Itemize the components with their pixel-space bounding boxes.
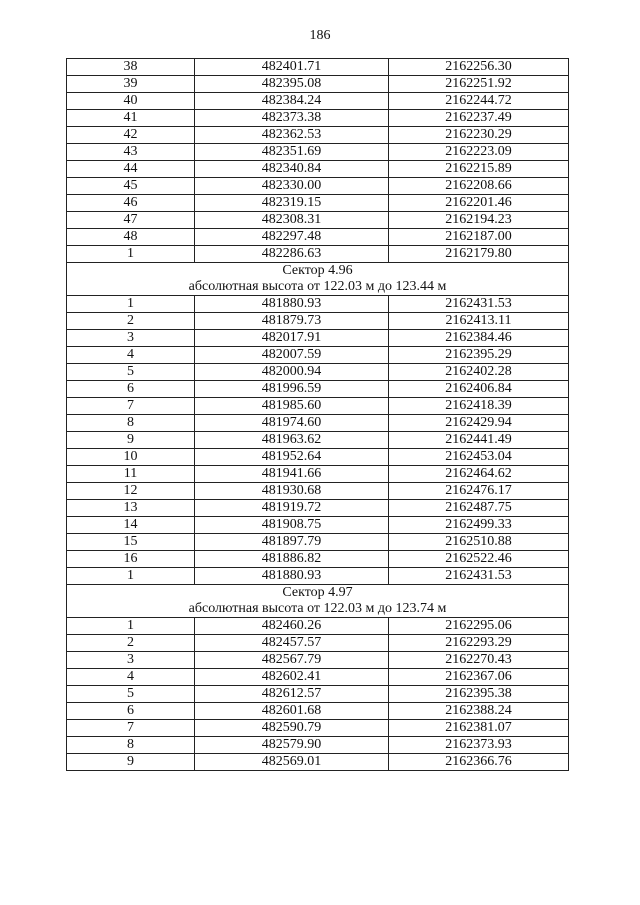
point-number-cell: 38 xyxy=(67,59,195,76)
x-coordinate-cell: 482340.84 xyxy=(195,161,389,178)
table-row xyxy=(67,296,569,313)
y-coordinate-cell: 2162366.76 xyxy=(389,754,569,771)
page-number: 186 xyxy=(309,28,331,43)
point-number-cell: 9 xyxy=(67,754,195,771)
y-coordinate-cell: 2162237.49 xyxy=(389,110,569,127)
x-coordinate-cell: 482590.79 xyxy=(195,720,389,737)
table-row xyxy=(67,415,569,432)
table-row xyxy=(67,229,569,246)
table-row xyxy=(67,330,569,347)
x-coordinate-cell: 482395.08 xyxy=(195,76,389,93)
table-row xyxy=(67,618,569,635)
point-number-cell: 9 xyxy=(67,432,195,449)
y-coordinate-cell: 2162464.62 xyxy=(389,466,569,483)
point-number-cell: 6 xyxy=(67,703,195,720)
y-coordinate-cell: 2162510.88 xyxy=(389,534,569,551)
section-title: Сектор 4.97 xyxy=(282,585,353,600)
point-number-cell: 3 xyxy=(67,330,195,347)
table-row xyxy=(67,652,569,669)
y-coordinate-cell: 2162522.46 xyxy=(389,551,569,568)
y-coordinate-cell: 2162256.30 xyxy=(389,59,569,76)
y-coordinate-cell: 2162418.39 xyxy=(389,398,569,415)
x-coordinate-cell: 482297.48 xyxy=(195,229,389,246)
point-number-cell: 44 xyxy=(67,161,195,178)
x-coordinate-cell: 481974.60 xyxy=(195,415,389,432)
x-coordinate-cell: 482017.91 xyxy=(195,330,389,347)
table-row xyxy=(67,246,569,263)
y-coordinate-cell: 2162395.29 xyxy=(389,347,569,364)
point-number-cell: 14 xyxy=(67,517,195,534)
table-row xyxy=(67,432,569,449)
table-row xyxy=(67,59,569,76)
point-number-cell: 8 xyxy=(67,737,195,754)
y-coordinate-cell: 2162406.84 xyxy=(389,381,569,398)
point-number-cell: 11 xyxy=(67,466,195,483)
point-number-cell: 6 xyxy=(67,381,195,398)
point-number-cell: 43 xyxy=(67,144,195,161)
y-coordinate-cell: 2162431.53 xyxy=(389,296,569,313)
section-subtitle: абсолютная высота от 122.03 м до 123.44 м xyxy=(188,279,447,294)
table-row xyxy=(67,161,569,178)
table-row xyxy=(67,449,569,466)
x-coordinate-cell: 482319.15 xyxy=(195,195,389,212)
x-coordinate-cell: 482351.69 xyxy=(195,144,389,161)
x-coordinate-cell: 482330.00 xyxy=(195,178,389,195)
x-coordinate-cell: 482601.68 xyxy=(195,703,389,720)
point-number-cell: 46 xyxy=(67,195,195,212)
x-coordinate-cell: 481919.72 xyxy=(195,500,389,517)
table-row xyxy=(67,381,569,398)
point-number-cell: 48 xyxy=(67,229,195,246)
x-coordinate-cell: 482286.63 xyxy=(195,246,389,263)
table-row xyxy=(67,466,569,483)
y-coordinate-cell: 2162244.72 xyxy=(389,93,569,110)
y-coordinate-cell: 2162453.04 xyxy=(389,449,569,466)
point-number-cell: 47 xyxy=(67,212,195,229)
table-row xyxy=(67,551,569,568)
x-coordinate-cell: 481996.59 xyxy=(195,381,389,398)
y-coordinate-cell: 2162215.89 xyxy=(389,161,569,178)
section-header-row xyxy=(67,585,569,618)
x-coordinate-cell: 482401.71 xyxy=(195,59,389,76)
x-coordinate-cell: 482579.90 xyxy=(195,737,389,754)
table-row xyxy=(67,144,569,161)
table-row xyxy=(67,195,569,212)
table-row xyxy=(67,483,569,500)
x-coordinate-cell: 482567.79 xyxy=(195,652,389,669)
x-coordinate-cell: 482460.26 xyxy=(195,618,389,635)
section-header xyxy=(67,585,569,618)
y-coordinate-cell: 2162230.29 xyxy=(389,127,569,144)
table-row xyxy=(67,754,569,771)
x-coordinate-cell: 481879.73 xyxy=(195,313,389,330)
y-coordinate-cell: 2162179.80 xyxy=(389,246,569,263)
y-coordinate-cell: 2162431.53 xyxy=(389,568,569,585)
y-coordinate-cell: 2162381.07 xyxy=(389,720,569,737)
point-number-cell: 45 xyxy=(67,178,195,195)
table-row xyxy=(67,110,569,127)
section-subtitle: абсолютная высота от 122.03 м до 123.74 м xyxy=(188,601,447,616)
table-row xyxy=(67,398,569,415)
y-coordinate-cell: 2162384.46 xyxy=(389,330,569,347)
point-number-cell: 2 xyxy=(67,313,195,330)
table-row xyxy=(67,517,569,534)
y-coordinate-cell: 2162293.29 xyxy=(389,635,569,652)
x-coordinate-cell: 481886.82 xyxy=(195,551,389,568)
x-coordinate-cell: 482000.94 xyxy=(195,364,389,381)
y-coordinate-cell: 2162413.11 xyxy=(389,313,569,330)
point-number-cell: 41 xyxy=(67,110,195,127)
table-row xyxy=(67,720,569,737)
point-number-cell: 8 xyxy=(67,415,195,432)
y-coordinate-cell: 2162487.75 xyxy=(389,500,569,517)
x-coordinate-cell: 482457.57 xyxy=(195,635,389,652)
x-coordinate-cell: 481908.75 xyxy=(195,517,389,534)
point-number-cell: 2 xyxy=(67,635,195,652)
point-number-cell: 13 xyxy=(67,500,195,517)
point-number-cell: 1 xyxy=(67,246,195,263)
point-number-cell: 4 xyxy=(67,669,195,686)
point-number-cell: 4 xyxy=(67,347,195,364)
x-coordinate-cell: 482602.41 xyxy=(195,669,389,686)
y-coordinate-cell: 2162429.94 xyxy=(389,415,569,432)
x-coordinate-cell: 481880.93 xyxy=(195,296,389,313)
point-number-cell: 39 xyxy=(67,76,195,93)
table-row xyxy=(67,686,569,703)
point-number-cell: 7 xyxy=(67,720,195,737)
x-coordinate-cell: 481880.93 xyxy=(195,568,389,585)
x-coordinate-cell: 481963.62 xyxy=(195,432,389,449)
y-coordinate-cell: 2162499.33 xyxy=(389,517,569,534)
point-number-cell: 12 xyxy=(67,483,195,500)
table-row xyxy=(67,178,569,195)
table-row xyxy=(67,76,569,93)
y-coordinate-cell: 2162395.38 xyxy=(389,686,569,703)
y-coordinate-cell: 2162194.23 xyxy=(389,212,569,229)
table-row xyxy=(67,737,569,754)
table-row xyxy=(67,568,569,585)
y-coordinate-cell: 2162208.66 xyxy=(389,178,569,195)
point-number-cell: 7 xyxy=(67,398,195,415)
point-number-cell: 1 xyxy=(67,618,195,635)
coordinates-table-body xyxy=(67,59,569,771)
section-header xyxy=(67,263,569,296)
point-number-cell: 42 xyxy=(67,127,195,144)
coordinates-table xyxy=(66,58,569,771)
y-coordinate-cell: 2162373.93 xyxy=(389,737,569,754)
table-row xyxy=(67,635,569,652)
table-row xyxy=(67,703,569,720)
x-coordinate-cell: 481985.60 xyxy=(195,398,389,415)
point-number-cell: 40 xyxy=(67,93,195,110)
point-number-cell: 1 xyxy=(67,296,195,313)
point-number-cell: 10 xyxy=(67,449,195,466)
table-row xyxy=(67,364,569,381)
table-row xyxy=(67,500,569,517)
point-number-cell: 5 xyxy=(67,364,195,381)
y-coordinate-cell: 2162402.28 xyxy=(389,364,569,381)
y-coordinate-cell: 2162367.06 xyxy=(389,669,569,686)
point-number-cell: 16 xyxy=(67,551,195,568)
y-coordinate-cell: 2162441.49 xyxy=(389,432,569,449)
x-coordinate-cell: 481941.66 xyxy=(195,466,389,483)
x-coordinate-cell: 482569.01 xyxy=(195,754,389,771)
x-coordinate-cell: 482007.59 xyxy=(195,347,389,364)
point-number-cell: 5 xyxy=(67,686,195,703)
table-row xyxy=(67,534,569,551)
table-row xyxy=(67,669,569,686)
table-row xyxy=(67,127,569,144)
y-coordinate-cell: 2162251.92 xyxy=(389,76,569,93)
y-coordinate-cell: 2162187.00 xyxy=(389,229,569,246)
y-coordinate-cell: 2162223.09 xyxy=(389,144,569,161)
x-coordinate-cell: 482612.57 xyxy=(195,686,389,703)
table-row xyxy=(67,93,569,110)
section-title: Сектор 4.96 xyxy=(282,263,353,278)
y-coordinate-cell: 2162201.46 xyxy=(389,195,569,212)
table-row xyxy=(67,212,569,229)
x-coordinate-cell: 481930.68 xyxy=(195,483,389,500)
y-coordinate-cell: 2162295.06 xyxy=(389,618,569,635)
x-coordinate-cell: 482373.38 xyxy=(195,110,389,127)
y-coordinate-cell: 2162270.43 xyxy=(389,652,569,669)
x-coordinate-cell: 482384.24 xyxy=(195,93,389,110)
point-number-cell: 15 xyxy=(67,534,195,551)
y-coordinate-cell: 2162388.24 xyxy=(389,703,569,720)
table-row xyxy=(67,347,569,364)
point-number-cell: 3 xyxy=(67,652,195,669)
x-coordinate-cell: 481897.79 xyxy=(195,534,389,551)
section-header-row xyxy=(67,263,569,296)
y-coordinate-cell: 2162476.17 xyxy=(389,483,569,500)
x-coordinate-cell: 482362.53 xyxy=(195,127,389,144)
table-row xyxy=(67,313,569,330)
x-coordinate-cell: 481952.64 xyxy=(195,449,389,466)
point-number-cell: 1 xyxy=(67,568,195,585)
x-coordinate-cell: 482308.31 xyxy=(195,212,389,229)
